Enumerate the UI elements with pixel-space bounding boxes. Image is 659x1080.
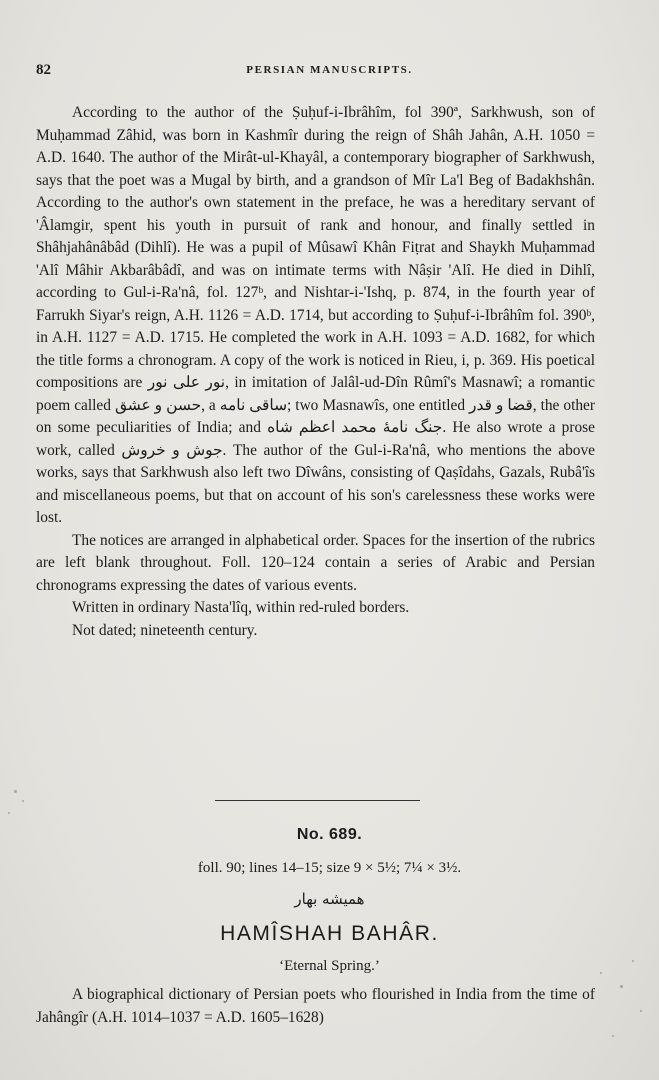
entry-persian-title: همیشه بهار: [294, 890, 365, 908]
page-number: 82: [36, 62, 51, 78]
catalogue-text: [36, 102, 595, 642]
paper-speck: [14, 790, 17, 793]
paragraph-arrangement: The notices are arranged in alphabetical order. Spaces for the insertion of the rubrics are left blank throughout. Foll. 120–124 contain a series of Arabic and Persian chronograms expressing the dates of various events.: [36, 531, 595, 594]
entry-number: No. 689.: [296, 826, 363, 843]
paper-speck: [600, 972, 602, 974]
paragraph-date-note: Not dated; nineteenth century.: [72, 621, 258, 639]
section-divider: [215, 800, 420, 801]
entry-physical-description: foll. 90; lines 14–15; size 9 × 5½; 7¼ × 3½.: [197, 860, 462, 876]
paper-speck: [620, 985, 623, 988]
page-header: [36, 62, 623, 82]
paper-speck: [612, 1035, 614, 1037]
paragraph-script-note: Written in ordinary Nasta'lîq, within red-ruled borders.: [72, 599, 410, 616]
paper-speck: [640, 1010, 642, 1012]
entry-subtitle: ‘Eternal Spring.’: [279, 958, 380, 974]
entry-description: A biographical dictionary of Persian poets who flourished in India from the time of Jahângîr (A.H. 1014–1037 = A.D. 1605–1628): [36, 986, 595, 1026]
paper-speck: [8, 812, 10, 814]
running-title: PERSIAN MANUSCRIPTS.: [246, 64, 413, 76]
paper-speck: [632, 960, 634, 962]
paragraph-biography: According to the author of the Ṣuḥuf-i-Ibrâhîm, fol 390ª, Sarkhwush, son of Muḥammad Zâhid, was born in Kashmîr during the reign of Shâh Jahân, A.H. 1050 = A.D. 1640. The author of the Mirât-ul-Khayâl, a contemporary biographer of Sarkhwush, says that the poet was a Mugal by birth, and a grandson of Mîr La'l Beg of Badakhshân. According to the author's own statement in the preface, he was a hereditary servant of 'Âlamgir, spent his youth in pursuit of rank and honour, and finally settled in Shâhjahânâbâd (Dihlî). He was a pupil of Mûsawî Khân Fiṭrat and Shaykh Muḥammad 'Alî Mâhir Akbarâbâdî, and was on intimate terms with Nâṣir 'Alî. He died in Dihlî, according to Gul-i-Ra'nâ, fol. 127ᵇ, and Nishtar-i-'Ishq, p. 874, in the fourth year of Farrukh Siyar's reign, A.H. 1126 = A.D. 1714, but according to Ṣuḥuf-i-Ibrâhîm fol. 390ᵇ, in A.H. 1127 = A.D. 1715. He completed the work in A.H. 1093 = A.D. 1682, for which the title forms a chronogram. A copy of the work is noticed in Rieu, i, p. 369. His poetical compositions are نور على نور, in imitation of Jalâl-ud-Dîn Rûmî's Masnawî; a romantic poem called حسن و عشق, a ساقى نامه; two Masnawîs, one entitled قضا و قدر, the other on some peculiarities of India; and جنگ نامۀ محمد اعظم شاه. He also wrote a prose work, called جوش و خروش. The author of the Gul-i-Ra'nâ, who mentions the above works, says that Sarkhwush also left two Dîwâns, consisting of Qaṣîdahs, Gazals, Rubâ'îs and miscellaneous poems, but that on account of his son's carelessness these works were lost.: [36, 104, 596, 526]
entry-title: HAMÎSHAH BAHÂR.: [220, 922, 439, 945]
paper-speck: [22, 800, 24, 802]
